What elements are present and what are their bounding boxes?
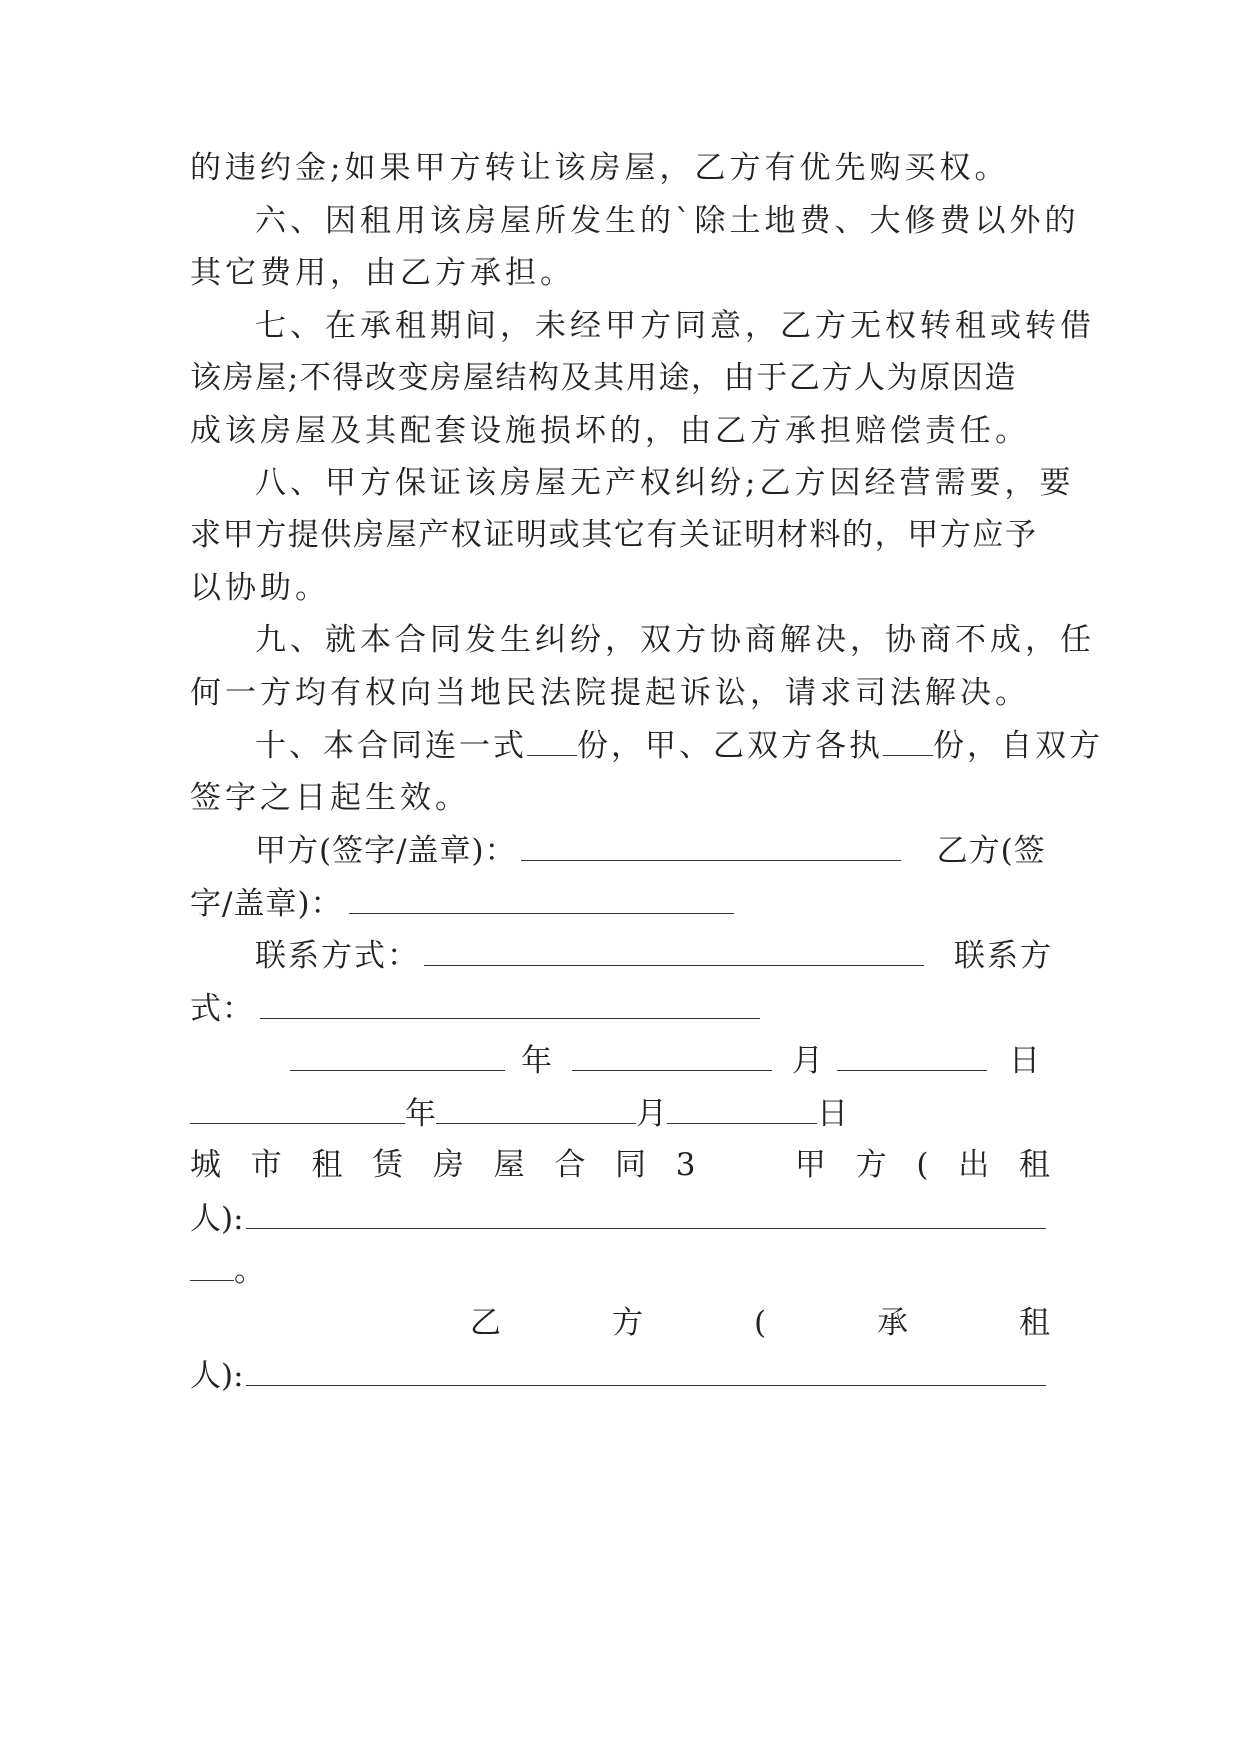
- month-label: 月: [636, 1096, 667, 1132]
- party-b-contact-blank[interactable]: [260, 988, 760, 1019]
- heading-char: 合: [554, 1147, 586, 1183]
- day-label: 日: [817, 1096, 848, 1132]
- clause-10-part2: 份，甲、乙双方各执: [577, 728, 883, 764]
- lessor-name-blank[interactable]: [246, 1198, 1046, 1229]
- text-line: 其它费用，由乙方承担。: [190, 255, 575, 291]
- text-line: 以协助。: [190, 570, 330, 606]
- contact-line: [255, 935, 1053, 975]
- heading-char: 屋: [493, 1147, 525, 1183]
- lessee-char: 乙: [470, 1305, 501, 1341]
- signature-line: [255, 830, 1050, 870]
- text-line: 该房屋;不得改变房屋结构及其用途，由于乙方人为原因造: [190, 360, 1018, 396]
- lessee-char: 承: [877, 1305, 909, 1341]
- party-a-contact-label: 联系方式：: [255, 938, 420, 974]
- lessor-line: [190, 1198, 1050, 1238]
- contract-3-heading: [190, 1145, 1050, 1185]
- day-blank[interactable]: [667, 1093, 817, 1124]
- text-line: 的违约金;如果甲方转让该房屋，乙方有优先购买权。: [190, 150, 1010, 186]
- clause-10-part3: 份，自双方: [933, 728, 1103, 764]
- heading-char: 租: [311, 1147, 343, 1183]
- clause-8: 八、甲方保证该房屋无产权纠纷;乙方因经营需要，要: [255, 465, 1075, 501]
- text-line: 成该房屋及其配套设施损坏的，由乙方承担赔偿责任。: [190, 413, 1030, 449]
- lessor-char: 租: [1018, 1147, 1050, 1183]
- day-label: 日: [1009, 1043, 1040, 1079]
- party-b-signature-blank[interactable]: [349, 883, 734, 914]
- heading-char: 赁: [372, 1147, 404, 1183]
- signature-line-cont: [190, 883, 1050, 923]
- lessee-char: 方: [611, 1305, 643, 1341]
- lessor-char: 出: [958, 1147, 990, 1183]
- copies-total-blank[interactable]: [527, 725, 577, 756]
- copies-each-blank[interactable]: [883, 725, 933, 756]
- month-label: 月: [792, 1043, 823, 1079]
- heading-char: 房: [432, 1147, 464, 1183]
- month-blank[interactable]: [572, 1040, 772, 1071]
- lessee-label-cont: 人):: [190, 1358, 244, 1394]
- lessee-name-blank[interactable]: [246, 1355, 1046, 1386]
- heading-char: 同: [615, 1147, 647, 1183]
- day-blank[interactable]: [837, 1040, 987, 1071]
- month-blank[interactable]: [436, 1093, 636, 1124]
- text-line: 求甲方提供房屋产权证明或其它有关证明材料的，甲方应予: [190, 517, 1038, 553]
- party-a-signature-label: 甲方(签字/盖章)：: [255, 833, 517, 869]
- lessor-line-period: 。: [234, 1253, 265, 1289]
- party-b-contact-label: 联系方: [954, 938, 1053, 974]
- year-blank[interactable]: [190, 1093, 405, 1124]
- contact-line-cont: [190, 988, 1050, 1028]
- lessor-char: (: [916, 1147, 929, 1183]
- heading-char: 市: [250, 1147, 282, 1183]
- heading-char: 3: [675, 1147, 696, 1183]
- date-line-b: [190, 1093, 1050, 1133]
- party-b-signature-label: 乙方(签: [936, 833, 1046, 869]
- lessee-heading: [470, 1303, 1050, 1343]
- party-b-contact-label-cont: 式：: [190, 991, 254, 1027]
- clause-10: [255, 725, 1103, 765]
- year-label: 年: [405, 1096, 436, 1132]
- clause-7: 七、在承租期间，未经甲方同意，乙方无权转租或转借: [255, 308, 1095, 344]
- party-a-contact-blank[interactable]: [424, 935, 924, 966]
- year-blank[interactable]: [290, 1040, 505, 1071]
- lessee-line: [190, 1355, 1050, 1395]
- lessee-char: 租: [1018, 1305, 1050, 1341]
- lessor-label-cont: 人):: [190, 1201, 244, 1237]
- date-line-a: [290, 1040, 1050, 1080]
- text-line: 签字之日起生效。: [190, 780, 470, 816]
- year-label: 年: [521, 1043, 552, 1079]
- party-b-signature-label-cont: 字/盖章)：: [190, 886, 343, 922]
- lessee-char: (: [753, 1305, 767, 1341]
- lessor-name-blank-cont[interactable]: [190, 1250, 234, 1281]
- lessor-char: 甲: [794, 1147, 826, 1183]
- clause-9: 九、就本合同发生纠纷，双方协商解决，协商不成，任: [255, 622, 1095, 658]
- heading-char: 城: [190, 1147, 221, 1183]
- clause-6: 六、因租用该房屋所发生的`除土地费、大修费以外的: [255, 203, 1080, 239]
- clause-10-part1: 十、本合同连一式: [255, 728, 527, 764]
- lessor-line-end: [190, 1250, 1050, 1290]
- text-line: 何一方均有权向当地民法院提起诉讼，请求司法解决。: [190, 675, 1030, 711]
- lessor-char: 方: [855, 1147, 887, 1183]
- party-a-signature-blank[interactable]: [521, 830, 901, 861]
